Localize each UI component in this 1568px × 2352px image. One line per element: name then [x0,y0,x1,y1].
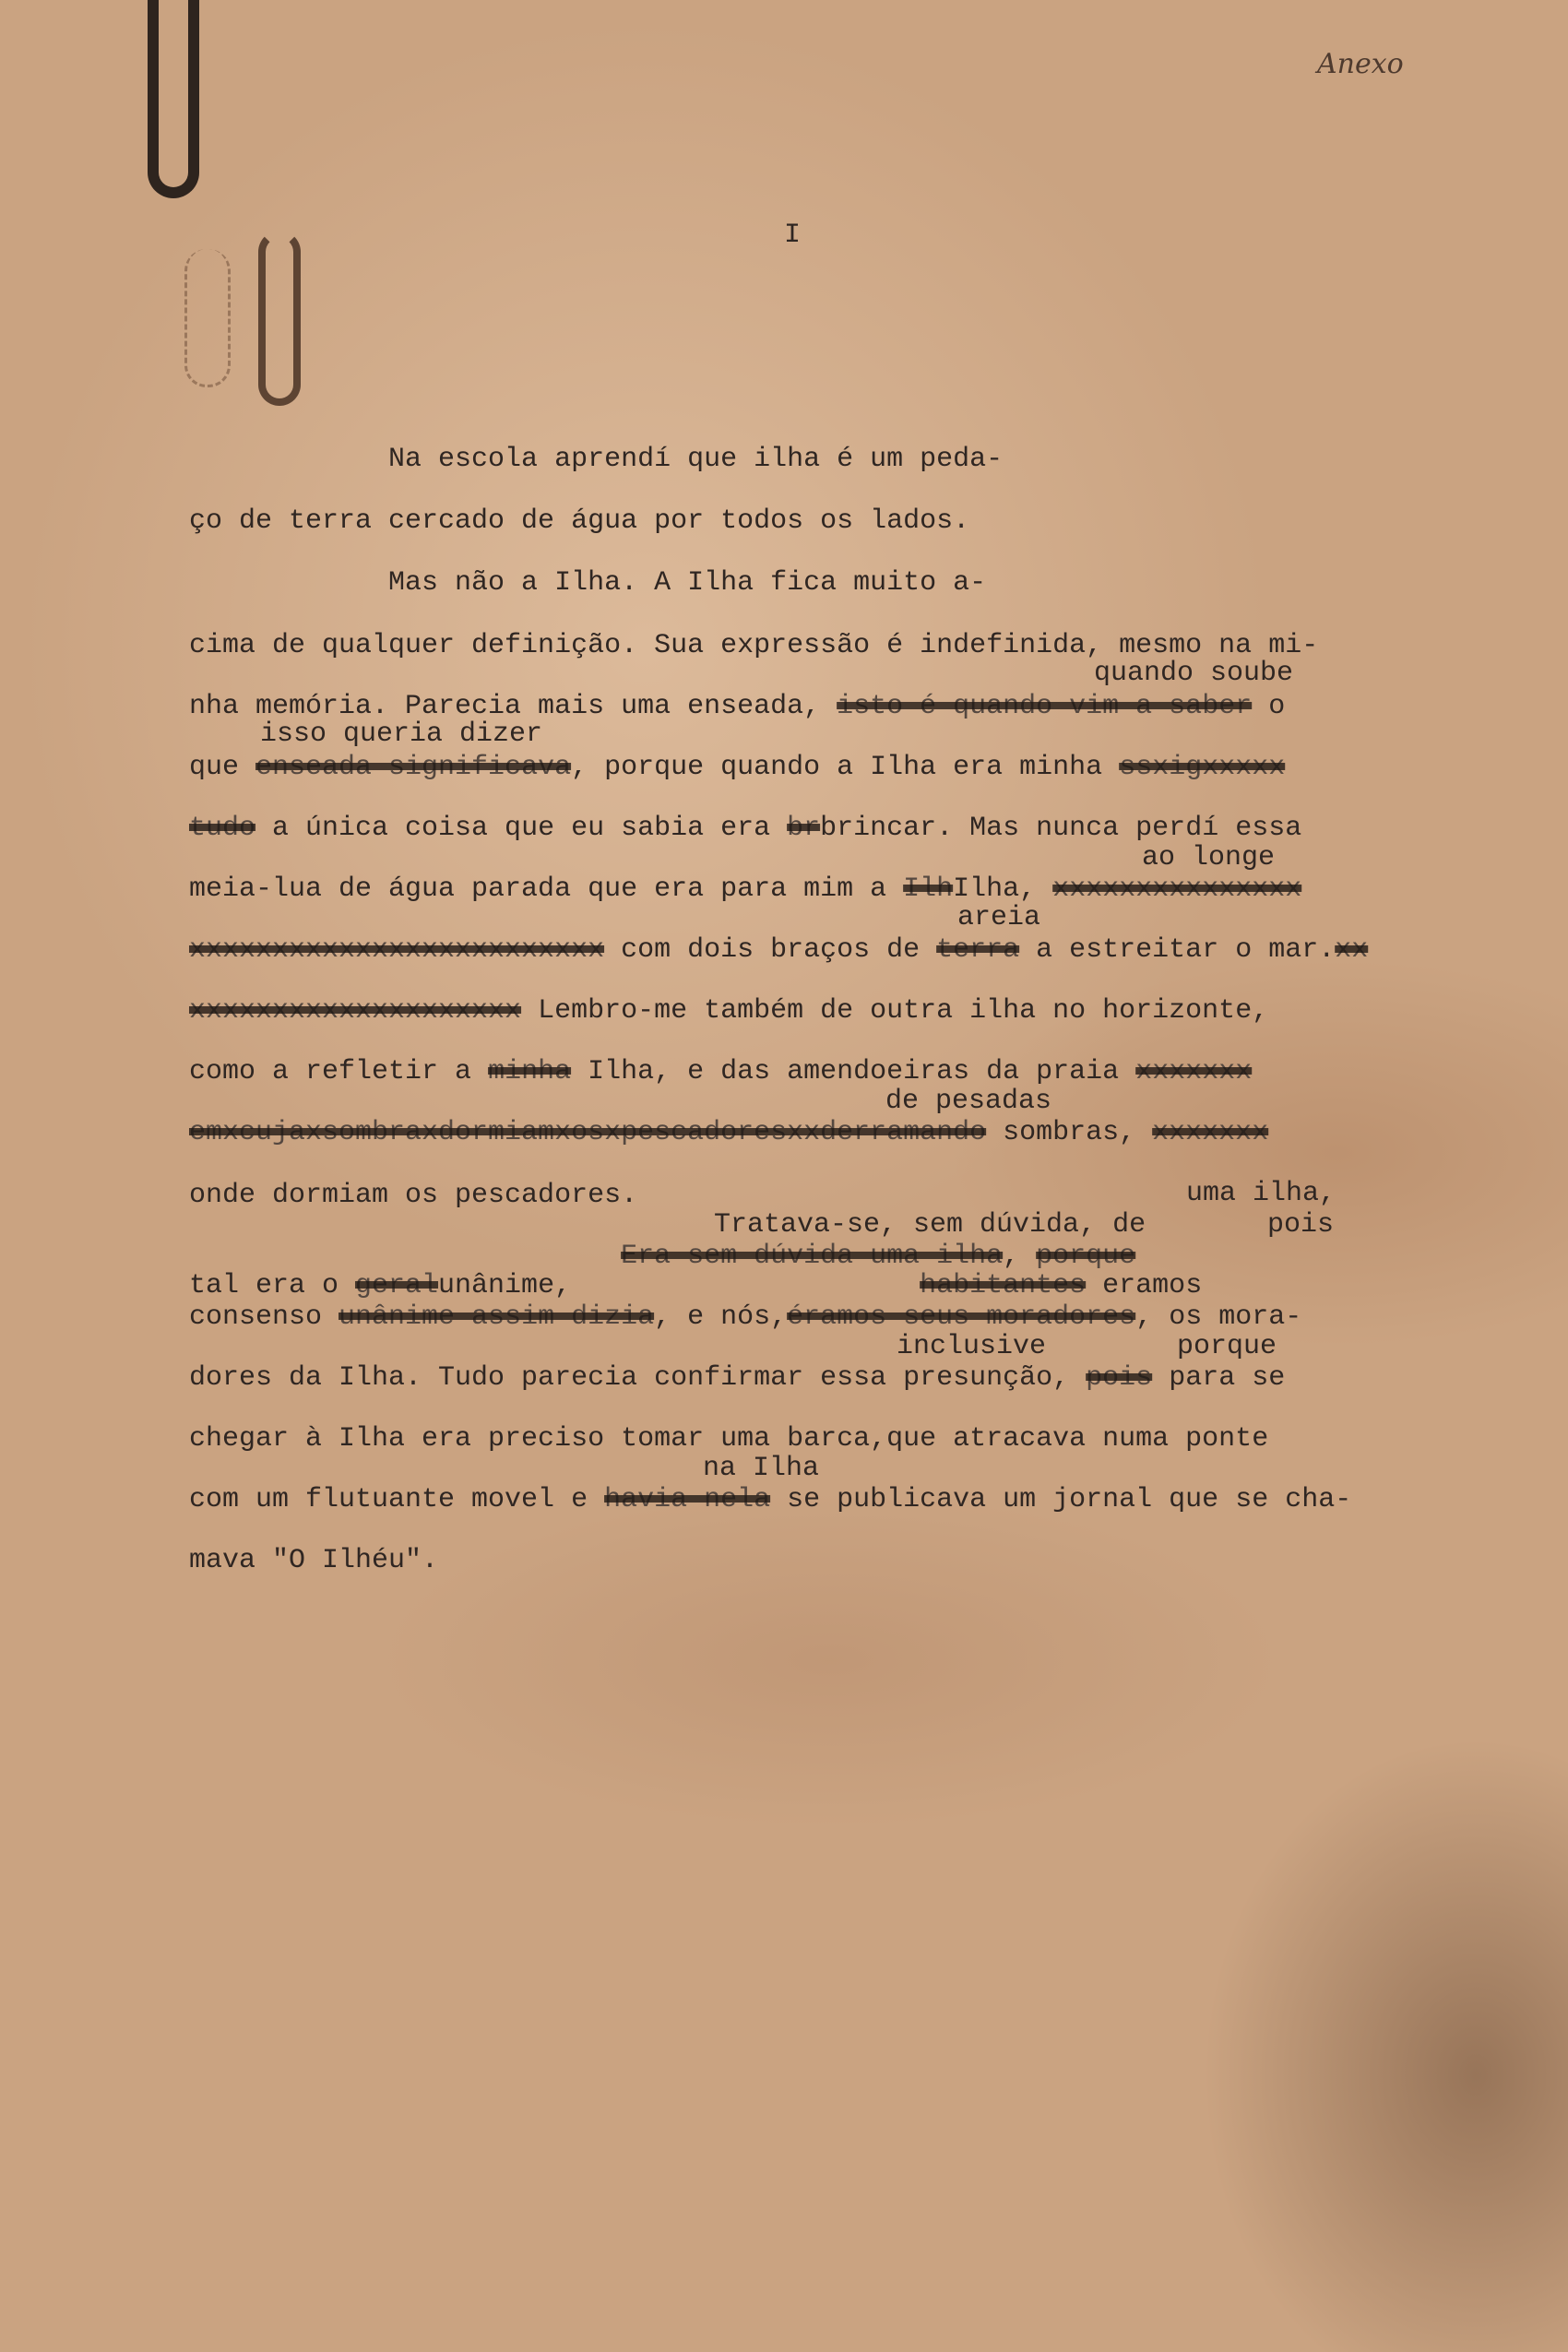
typed-text: Na escola aprendí que ilha é um peda- [189,444,1004,475]
struck-out-text: xxxxxxxxxxxxxxx [1052,873,1302,905]
insertion-uma-ilha: uma ilha, [1186,1178,1336,1209]
insertion-de-pesadas: de pesadas [885,1086,1052,1117]
paper-clip-mark [148,0,199,198]
text-line [189,871,1301,908]
struck-out-text: pois [1086,1362,1153,1394]
struck-out-text: xxxxxxx [1152,1117,1269,1148]
text-line [189,1481,1351,1518]
insertion-tratava-se: Tratava-se, sem dúvida, de [714,1209,1146,1241]
text-line [189,503,969,540]
text-line [189,749,1285,786]
struck-out-text: havia nela [604,1484,771,1515]
typed-text: ço de terra cercado de água por todos os lados. [189,505,970,537]
handwritten-annotation: Anexo [1317,48,1404,80]
paper-clip-faint-stain [184,249,231,387]
struck-out-text: tudo [189,813,256,844]
typed-text: dores da Ilha. Tudo parecia confirmar essa presunção, [189,1362,1087,1394]
text-line [189,1114,1268,1151]
paper-clip-stain [258,231,301,406]
text-line [189,688,1285,725]
text-line [189,441,1003,478]
struck-out-text: emxcujaxsombraxdormiamxosxpescadoresxxderramando [189,1117,987,1148]
typed-text: consenso [189,1301,339,1333]
typed-text [571,1270,920,1301]
typed-text: sombras, [986,1117,1153,1148]
typed-text: com um flutuante movel e [189,1484,605,1515]
insertion-areia: areia [957,902,1041,933]
text-line [189,810,1301,847]
typed-text: nha memória. Parecia mais uma enseada, [189,691,837,722]
typed-text: o [1252,691,1286,722]
text-line [189,1299,1301,1336]
text-line [189,1053,1252,1090]
chapter-heading: I [784,220,802,251]
insertion-isso-queria-dizer: isso queria dizer [260,719,543,750]
insertion-pois: pois [1267,1209,1335,1241]
typed-text: tal era o [189,1270,356,1301]
text-line [189,992,1268,1029]
typed-text: se publicava um jornal que se cha- [770,1484,1352,1515]
typed-text: chegar à Ilha era preciso tomar uma barca,que atracava numa ponte [189,1423,1269,1455]
struck-out-text: br [787,813,821,844]
struck-out-text: enseada significava [255,752,572,783]
struck-out-text: terra [936,934,1020,966]
typed-text: Ilha, e das amendoeiras da praia [571,1056,1136,1087]
struck-out-text: xxxxxxxxxxxxxxxxxxxxxxxxx [189,934,605,966]
struck-out-text: xxxxxxxxxxxxxxxxxxxx [189,995,522,1027]
struck-out-text: xx [1335,934,1369,966]
typed-text: brincar. Mas nunca perdí essa [820,813,1302,844]
typed-text: que [189,752,256,783]
insertion-quando-soube: quando soube [1094,658,1294,689]
text-line [189,932,1368,968]
struck-out-text: unânime assim dizia [339,1301,655,1333]
typed-text: unânime, [438,1270,572,1301]
text-line [189,1360,1285,1396]
text-line [189,1420,1268,1457]
typed-text: eramos [1086,1270,1203,1301]
text-line [189,627,1318,664]
struck-out-text: éramos seus moradores [787,1301,1136,1333]
typed-text: , os mora- [1135,1301,1302,1333]
insertion-inclusive: inclusive [897,1331,1047,1362]
struck-out-text: Era sem dúvida uma ilha [621,1241,1004,1272]
struck-out-text: geral [355,1270,439,1301]
typed-text: para se [1152,1362,1286,1394]
text-line [189,564,986,601]
typed-text: mava "O Ilhéu". [189,1545,439,1576]
typed-text: onde dormiam os pescadores. [189,1180,638,1211]
typed-text: Mas não a Ilha. A Ilha fica muito a- [189,567,987,599]
typed-text: Lembro-me também de outra ilha no horizonte, [521,995,1269,1027]
struck-out-text: isto é quando vim a saber [837,691,1253,722]
typed-text: como a refletir a [189,1056,489,1087]
struck-out-text: habitantes [920,1270,1087,1301]
struck-out-text: porque [1036,1241,1136,1272]
typed-text: a única coisa que eu sabia era [255,813,788,844]
typed-text: a estreitar o mar. [1019,934,1336,966]
struck-out-text: xxxxxxx [1135,1056,1253,1087]
insertion-ao-longe: ao longe [1142,842,1276,873]
typed-text: com dois braços de [604,934,937,966]
typed-text: , e nós, [654,1301,788,1333]
struck-out-text: minha [488,1056,572,1087]
text-line [189,1177,637,1214]
text-line [189,1542,438,1579]
typed-text: cima de qualquer definição. Sua expressão é indefinida, mesmo na mi- [189,630,1319,661]
typed-text: , [1003,1241,1037,1272]
insertion-na-ilha: na Ilha [703,1453,820,1484]
insertion-porque: porque [1177,1331,1277,1362]
struck-out-text: Ilh [903,873,954,905]
typed-text: meia-lua de água parada que era para mim a [189,873,904,905]
typed-text: Ilha, [953,873,1053,905]
struck-out-text: ssxigxxxxx [1119,752,1286,783]
typed-text: , porque quando a Ilha era minha [571,752,1120,783]
